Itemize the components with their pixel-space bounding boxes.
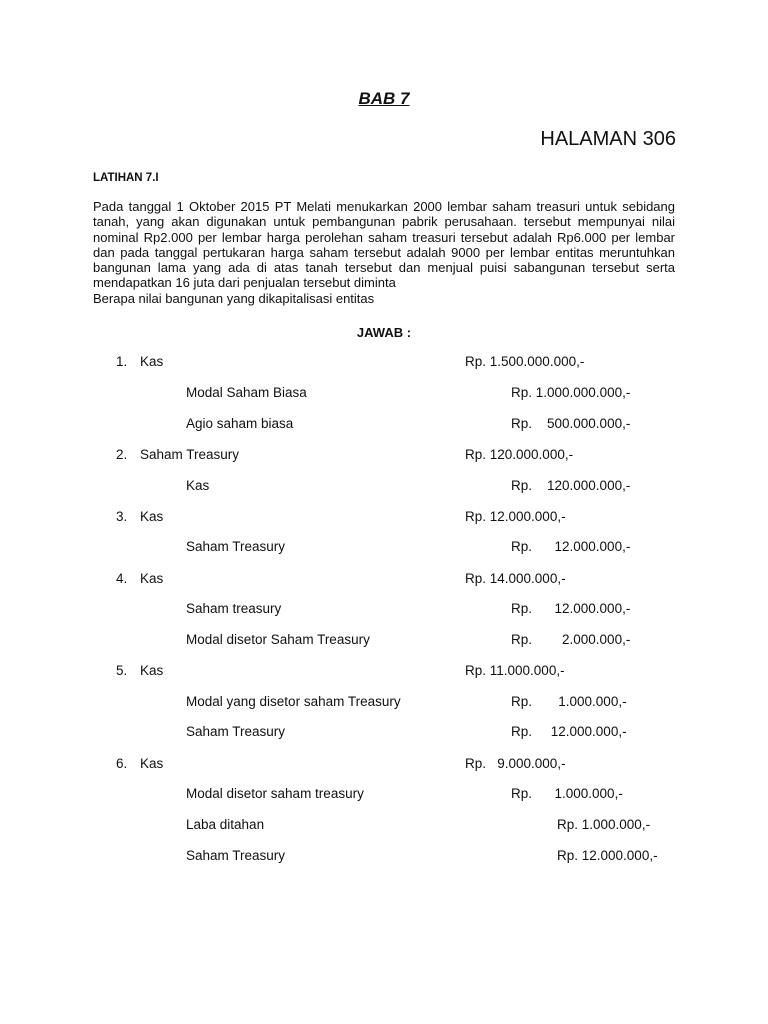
credit-amount: Rp. 1.000.000,- bbox=[557, 817, 651, 832]
credit-amount: Rp. 1.000.000,- bbox=[511, 694, 627, 709]
entry-number: 4. bbox=[116, 571, 128, 586]
entry-number: 3. bbox=[116, 509, 128, 524]
credit-amount: Rp. 12.000.000,- bbox=[511, 601, 631, 616]
page-reference: HALAMAN 306 bbox=[540, 128, 676, 150]
credit-amount: Rp. 12.000.000,- bbox=[557, 848, 658, 863]
exercise-problem bbox=[93, 199, 675, 306]
answer-heading: JAWAB : bbox=[356, 325, 412, 340]
credit-amount: Rp. 2.000.000,- bbox=[511, 632, 631, 647]
entry-number: 2. bbox=[116, 447, 128, 462]
debit-account: Kas bbox=[140, 509, 164, 524]
credit-amount: Rp. 12.000.000,- bbox=[511, 539, 631, 554]
debit-account: Kas bbox=[140, 663, 164, 678]
credit-account: Modal disetor saham treasury bbox=[186, 786, 364, 801]
credit-account: Modal Saham Biasa bbox=[186, 385, 307, 400]
debit-amount: Rp. 120.000.000,- bbox=[465, 447, 574, 462]
credit-account: Saham Treasury bbox=[186, 724, 286, 739]
debit-amount: Rp. 1.500.000.000,- bbox=[465, 354, 585, 369]
credit-account: Modal disetor Saham Treasury bbox=[186, 632, 370, 647]
credit-amount: Rp. 1.000.000.000,- bbox=[511, 385, 631, 400]
credit-account: Kas bbox=[186, 478, 210, 493]
credit-amount: Rp. 120.000.000,- bbox=[511, 478, 631, 493]
exercise-title: LATIHAN 7.I bbox=[93, 172, 159, 184]
entry-number: 1. bbox=[116, 354, 128, 369]
problem-paragraph: Pada tanggal 1 Oktober 2015 PT Melati menukarkan 2000 lembar saham treasuri untuk sebidang tanah, yang akan digunakan untuk pembangunan pabrik perusahaan. tersebut mempunyai nilai nominal Rp2.000 per lembar harga perolehan saham treasuri tersebut adalah Rp6.000 per lembar dan pada tanggal pertukaran harga saham tersebut adalah 9000 per lembar entitas meruntuhkan bangunan lama yang ada di atas tanah tersebut dan menjual puisi sabangunan tersebut serta mendapatkan 16 juta dari penjualan tersebut diminta bbox=[93, 199, 675, 291]
credit-amount: Rp. 12.000.000,- bbox=[511, 724, 627, 739]
credit-account: Laba ditahan bbox=[186, 817, 265, 832]
problem-question: Berapa nilai bangunan yang dikapitalisasi entitas bbox=[93, 290, 375, 306]
debit-account: Kas bbox=[140, 756, 164, 771]
debit-amount: Rp. 9.000.000,- bbox=[465, 756, 566, 771]
entry-number: 5. bbox=[116, 663, 128, 678]
credit-account: Modal yang disetor saham Treasury bbox=[186, 694, 401, 709]
debit-account: Saham Treasury bbox=[140, 447, 240, 462]
entry-number: 6. bbox=[116, 756, 128, 771]
debit-account: Kas bbox=[140, 571, 164, 586]
credit-account: Saham Treasury bbox=[186, 848, 286, 863]
debit-amount: Rp. 11.000.000,- bbox=[465, 663, 565, 678]
debit-amount: Rp. 14.000.000,- bbox=[465, 571, 566, 586]
credit-account: Saham treasury bbox=[186, 601, 282, 616]
debit-amount: Rp. 12.000.000,- bbox=[465, 509, 566, 524]
credit-amount: Rp. 500.000.000,- bbox=[511, 416, 631, 431]
credit-account: Agio saham biasa bbox=[186, 416, 294, 431]
credit-account: Saham Treasury bbox=[186, 539, 286, 554]
debit-account: Kas bbox=[140, 354, 164, 369]
chapter-title: BAB 7 bbox=[358, 89, 410, 108]
credit-amount: Rp. 1.000.000,- bbox=[511, 786, 623, 801]
